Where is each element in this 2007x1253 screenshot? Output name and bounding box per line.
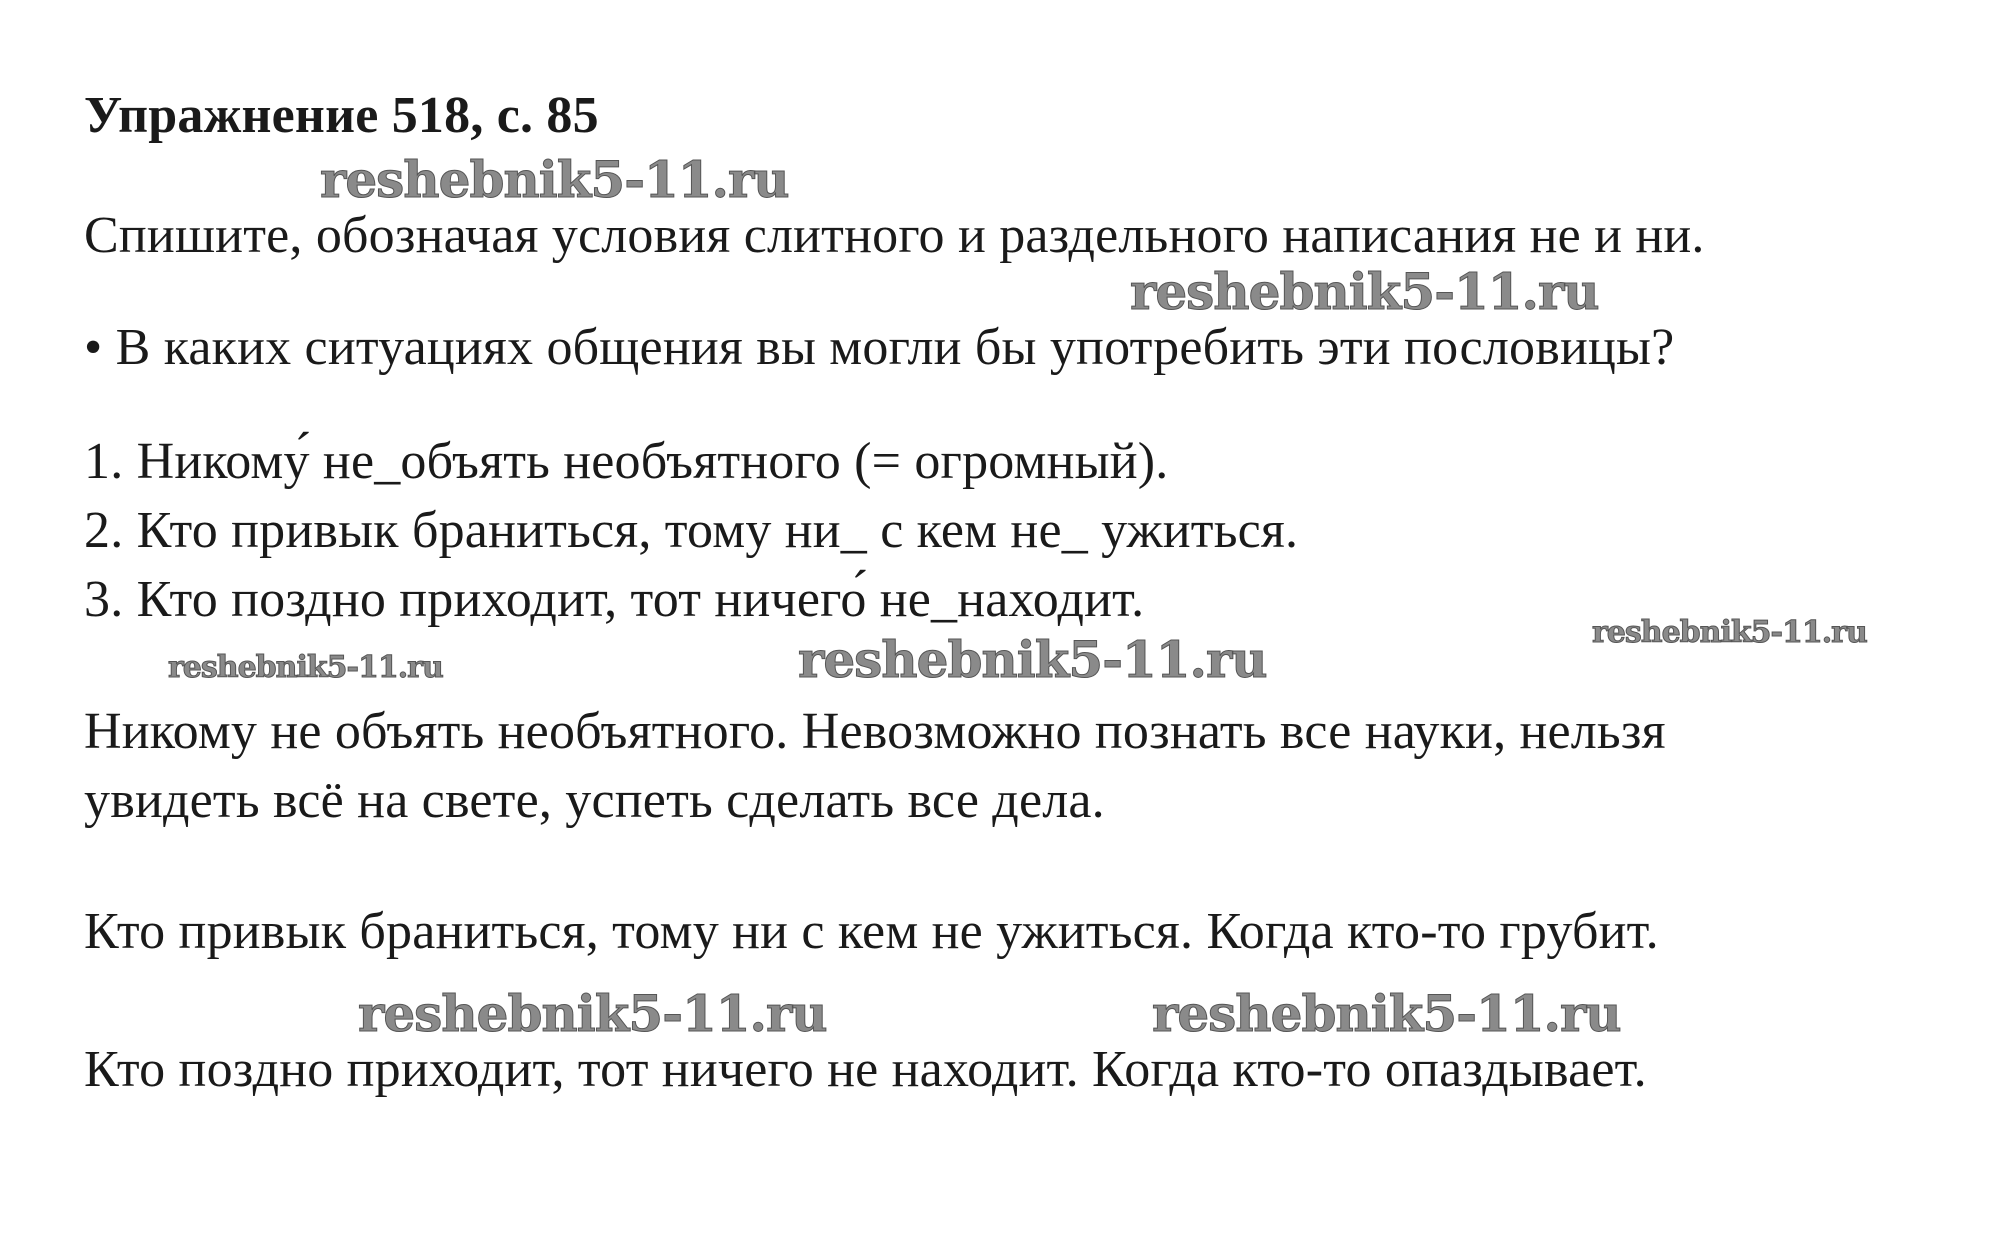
proverb-3: 3. Кто поздно приходит, тот ничего́ не_находит. [84, 571, 1145, 628]
proverb-1: 1. Никому́ не_объять необъятного (= огромный). [84, 433, 1169, 490]
watermark: reshebnik5-11.ru [320, 150, 789, 209]
proverb-2: 2. Кто привык браниться, тому ни_ с кем не_ ужиться. [84, 502, 1299, 559]
watermark: reshebnik5-11.ru [358, 984, 827, 1043]
answer-line-2: увидеть всё на свете, успеть сделать все дела. [84, 772, 1105, 829]
task-question: • В каких ситуациях общения вы могли бы употребить эти пословицы? [84, 319, 1675, 376]
answer-line-1: Никому не объять необъятного. Невозможно познать все науки, нельзя [84, 703, 1666, 760]
watermark: reshebnik5-11.ru [1130, 262, 1599, 321]
answer-line-3: Кто привык браниться, тому ни с кем не ужиться. Когда кто-то грубит. [84, 903, 1659, 960]
watermark: reshebnik5-11.ru [1592, 615, 1867, 650]
watermark: reshebnik5-11.ru [168, 650, 443, 685]
exercise-title: Упражнение 518, с. 85 [84, 87, 599, 144]
watermark: reshebnik5-11.ru [798, 630, 1267, 689]
task-instruction: Спишите, обозначая условия слитного и раздельного написания не и ни. [84, 207, 1705, 264]
answer-line-4: Кто поздно приходит, тот ничего не находит. Когда кто-то опаздывает. [84, 1041, 1647, 1098]
watermark: reshebnik5-11.ru [1152, 984, 1621, 1043]
